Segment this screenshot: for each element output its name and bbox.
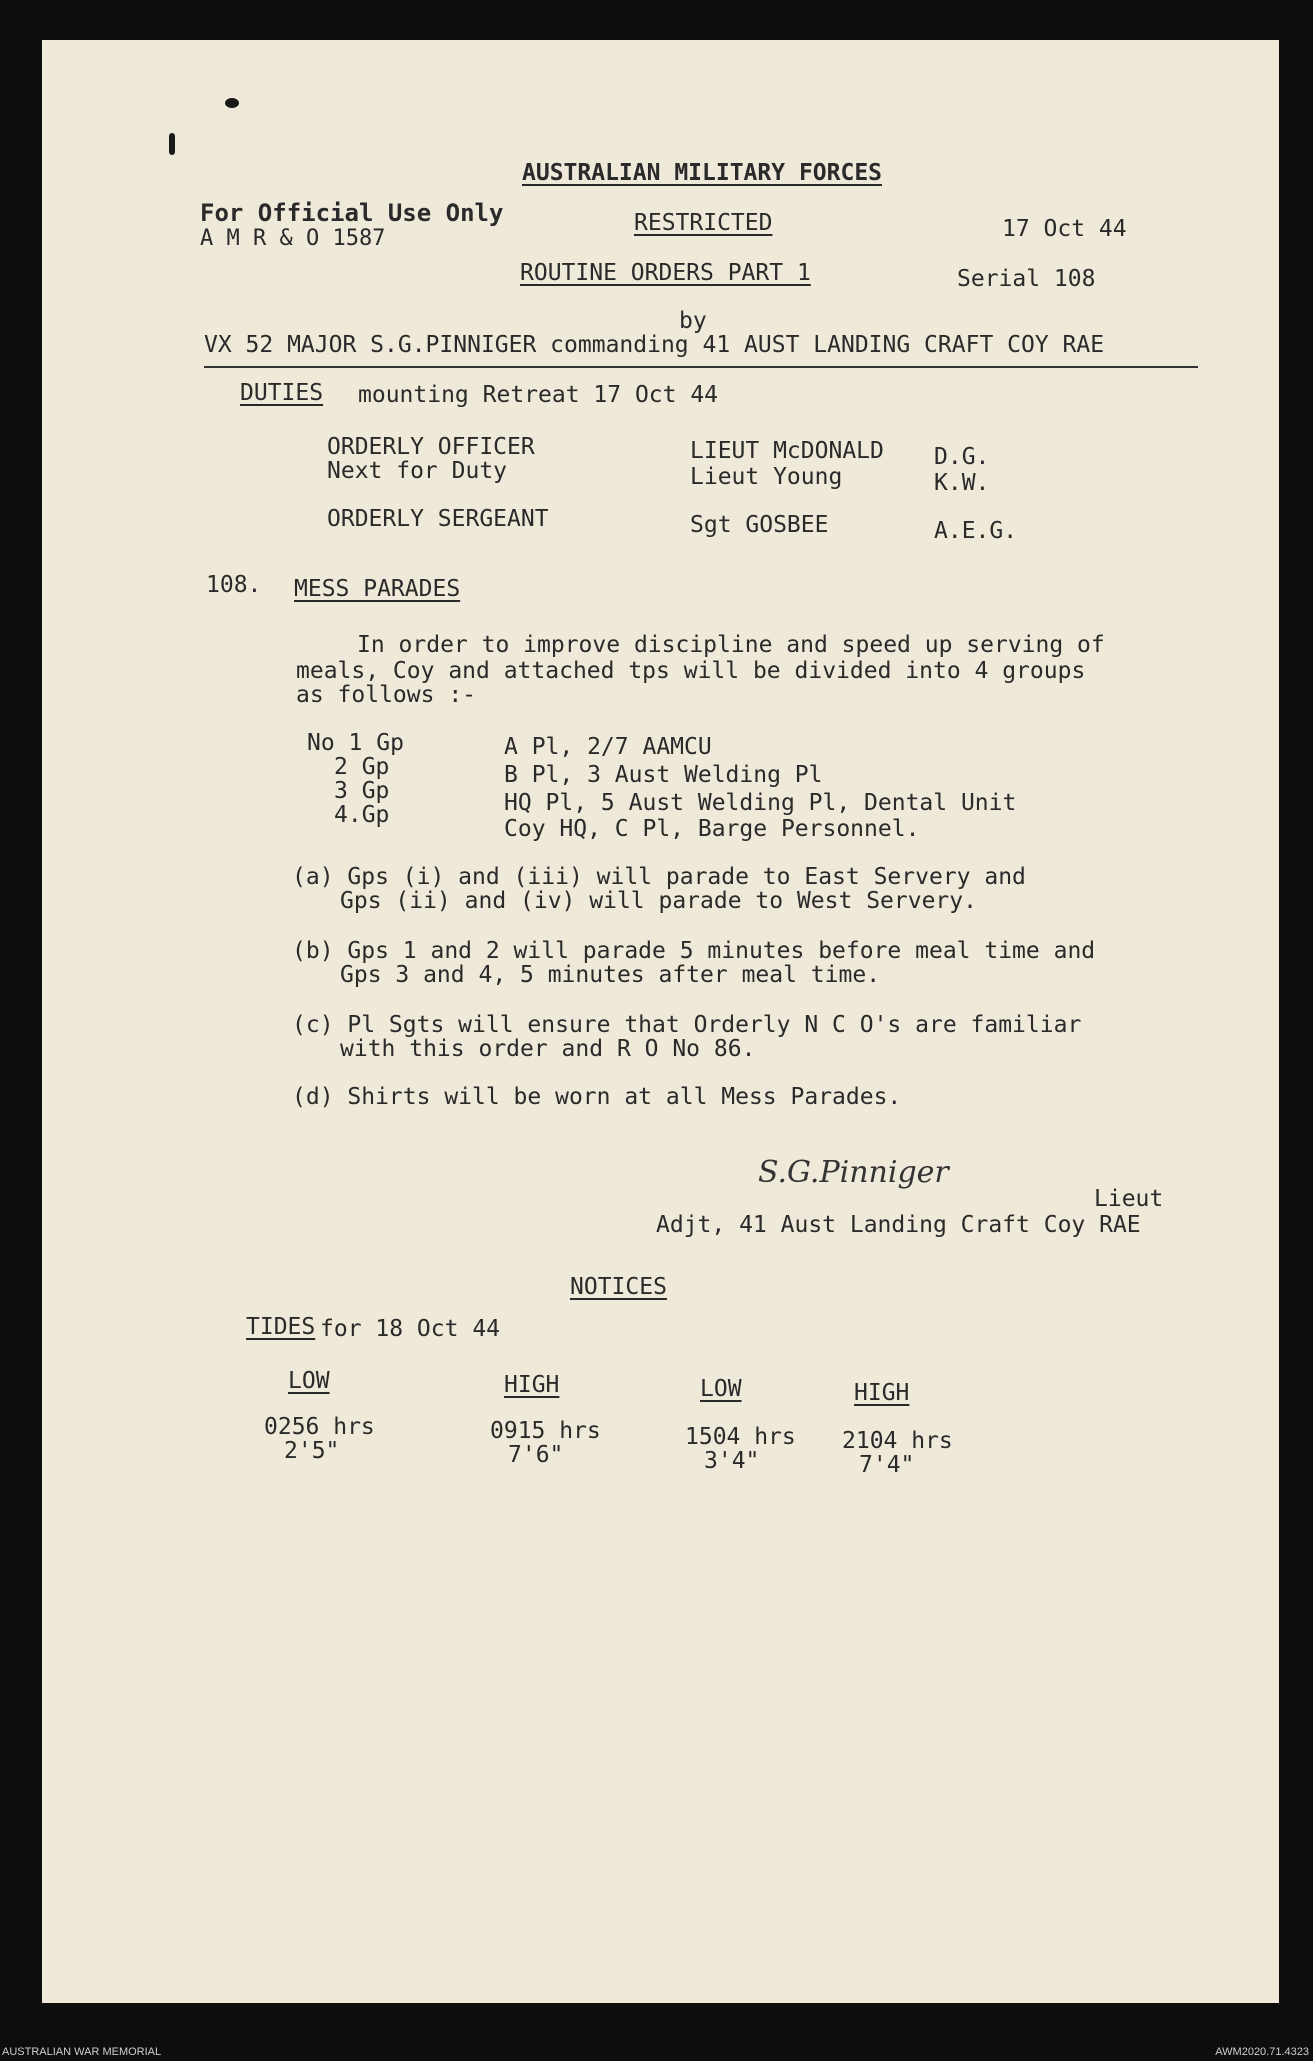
footer-credit: AUSTRALIAN WAR MEMORIAL xyxy=(2,2046,162,2058)
duties-subheading: mounting Retreat 17 Oct 44 xyxy=(358,382,719,408)
intro-text: In order to improve discipline and speed up serving of xyxy=(357,632,1105,658)
order-date: 17 Oct 44 xyxy=(1002,216,1127,242)
tide-height: 2'5" xyxy=(284,1438,340,1464)
group-label: No 1 Gp xyxy=(307,730,404,756)
order-item: (a) Gps (i) and (iii) will parade to East Servery and xyxy=(292,864,1026,890)
section-number: 108. xyxy=(206,572,262,598)
duty-role: ORDERLY OFFICER xyxy=(327,434,535,460)
order-item: with this order and R O No 86. xyxy=(340,1036,756,1062)
order-item: (b) Gps 1 and 2 will parade 5 minutes before meal time and xyxy=(292,938,1096,964)
duty-role: Next for Duty xyxy=(327,458,508,484)
tides-date: for 18 Oct 44 xyxy=(320,1316,501,1342)
header-rule xyxy=(204,366,1198,368)
tide-type: LOW xyxy=(700,1376,742,1402)
orders-title: ROUTINE ORDERS PART 1 xyxy=(520,260,811,286)
section-heading: MESS PARADES xyxy=(294,576,461,602)
intro-text: as follows :- xyxy=(296,682,477,708)
punch-mark xyxy=(225,98,239,108)
group-label: 2 Gp xyxy=(334,754,390,780)
reference-number: A M R & O 1587 xyxy=(200,226,386,251)
punch-mark xyxy=(169,133,175,155)
official-use: For Official Use Only xyxy=(200,199,504,227)
tide-type: HIGH xyxy=(854,1380,910,1406)
duty-initials: K.W. xyxy=(934,470,990,496)
tide-height: 7'4" xyxy=(859,1452,915,1478)
commander-line: VX 52 MAJOR S.G.PINNIGER commanding 41 AUST LANDING CRAFT COY RAE xyxy=(204,332,1105,358)
duty-name: Sgt GOSBEE xyxy=(690,512,829,538)
tide-time: 0915 hrs xyxy=(490,1418,601,1444)
tide-type: HIGH xyxy=(504,1372,560,1398)
tide-height: 3'4" xyxy=(704,1448,760,1474)
tides-heading: TIDES xyxy=(246,1314,316,1340)
duty-initials: A.E.G. xyxy=(934,518,1018,544)
order-item: Gps (ii) and (iv) will parade to West Servery. xyxy=(340,888,977,914)
order-item: (d) Shirts will be worn at all Mess Parades. xyxy=(292,1084,902,1110)
document-page xyxy=(42,40,1279,2003)
signature: S.G.Pinniger xyxy=(758,1155,949,1190)
serial-number: Serial 108 xyxy=(957,266,1096,292)
duties-heading: DUTIES xyxy=(240,380,324,406)
group-label: 3 Gp xyxy=(334,778,390,804)
group-members: Coy HQ, C Pl, Barge Personnel. xyxy=(504,816,920,842)
duty-name: LIEUT McDONALD xyxy=(690,438,884,464)
org-title: AUSTRALIAN MILITARY FORCES xyxy=(522,160,883,186)
order-item: (c) Pl Sgts will ensure that Orderly N C O's are familiar xyxy=(292,1012,1082,1038)
group-members: HQ Pl, 5 Aust Welding Pl, Dental Unit xyxy=(504,790,1017,816)
footer-accession: AWM2020.71.4323 xyxy=(1215,2046,1309,2058)
signatory-position: Adjt, 41 Aust Landing Craft Coy RAE xyxy=(656,1212,1141,1238)
tide-time: 0256 hrs xyxy=(264,1414,375,1440)
group-label: 4.Gp xyxy=(334,802,390,828)
classification: RESTRICTED xyxy=(634,210,773,236)
duty-name: Lieut Young xyxy=(690,464,843,490)
by-line: by xyxy=(679,308,707,334)
group-members: A Pl, 2/7 AAMCU xyxy=(504,734,712,760)
group-members: B Pl, 3 Aust Welding Pl xyxy=(504,762,823,788)
tide-height: 7'6" xyxy=(508,1442,564,1468)
signatory-rank: Lieut xyxy=(1094,1186,1164,1212)
order-item: Gps 3 and 4, 5 minutes after meal time. xyxy=(340,962,881,988)
notices-heading: NOTICES xyxy=(570,1274,667,1300)
duty-role: ORDERLY SERGEANT xyxy=(327,506,549,532)
tide-time: 2104 hrs xyxy=(842,1428,953,1454)
tide-type: LOW xyxy=(288,1368,330,1394)
intro-text: meals, Coy and attached tps will be divided into 4 groups xyxy=(296,658,1086,684)
duty-initials: D.G. xyxy=(934,444,990,470)
tide-time: 1504 hrs xyxy=(685,1424,796,1450)
